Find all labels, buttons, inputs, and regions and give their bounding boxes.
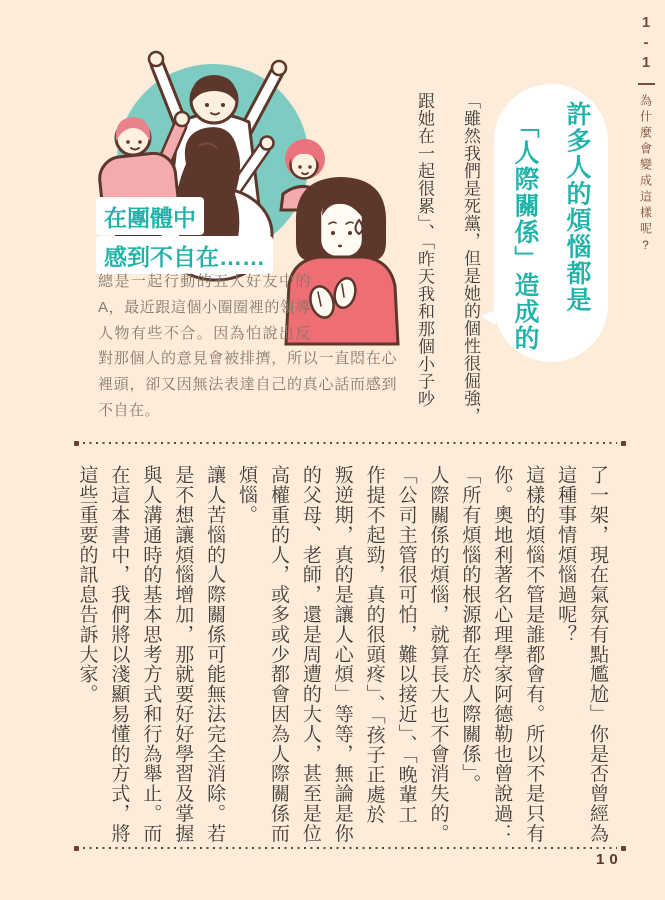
divider-end-dot <box>621 441 626 446</box>
headline-text <box>494 84 608 362</box>
body-column: 高權重的人，或多或少都會因為人際關係而 <box>267 465 289 844</box>
case-heading-line2: 感到不自在…… <box>96 236 273 274</box>
divider-dots <box>83 442 617 444</box>
main-body-text <box>70 465 613 849</box>
dialogue-quote <box>400 92 493 442</box>
body-column: 叛逆期，真的是讓人心煩」等等，無論是你 <box>331 465 353 844</box>
body-column: 「公司主管很可怕，難以接近」、「晚輩工 <box>395 465 417 825</box>
body-column: 作提不起勁，真的很頭疼」、「孩子正處於 <box>363 465 385 825</box>
quote-column-2: 跟她在一起很累」、「昨天我和那個小子吵 <box>415 92 434 408</box>
chapter-divider <box>638 83 655 85</box>
body-column: 是不想讓煩惱增加，那就要好好學習及掌握 <box>172 465 194 844</box>
body-column: 這樣的煩惱不管是誰都會有。所以不是只有 <box>523 465 545 844</box>
divider-end-dot <box>74 441 79 446</box>
case-heading-line1: 在團體中 <box>96 197 204 235</box>
chapter-marker <box>633 14 659 256</box>
body-column: 「所有煩惱的根源都在於人際關係」。 <box>459 465 481 794</box>
page-number: 10 <box>596 851 623 868</box>
case-paragraph-text: 總是一起行動的五人好友中的A，最近跟這個小圈圈裡的領導人物有些不合。因為怕說出反對那個人的意見會被排擠，所以一直悶在心裡頭，卻又因無法表達自己的真心話而感到不自在。 <box>98 273 397 419</box>
body-column: 人際關係的煩惱，就算長大也不會消失的。 <box>427 465 449 844</box>
body-column: 讓人苦惱的人際關係可能無法完全消除。若 <box>204 465 226 844</box>
headline-line1: 許多人的煩惱都是 <box>563 101 591 313</box>
headline-bubble <box>494 84 608 362</box>
body-column: 與人溝通時的基本思考方式和行為舉止。而 <box>140 465 162 844</box>
body-column: 了一架，現在氣氛有點尷尬」你是否曾經為 <box>587 465 608 844</box>
body-column: 在這本書中，我們將以淺顯易懂的方式，將 <box>108 465 130 844</box>
quote-column-1: 「雖然我們是死黨，但是她的個性很倔強， <box>461 92 480 425</box>
chapter-title: 為什麼會變成這樣呢? <box>638 94 653 256</box>
headline-line2: 「人際關係」造成的 <box>511 113 539 352</box>
body-column: 這些重要的訊息告訴大家。 <box>76 465 98 704</box>
body-column: 的父母、老師，還是周遭的大人，甚至是位 <box>299 465 321 844</box>
body-column: 這種事情煩惱過呢？ <box>555 465 577 645</box>
body-column: 你。奧地利著名心理學家阿德勒也曾說過： <box>491 465 513 844</box>
case-heading <box>96 197 273 275</box>
body-column: 煩惱。 <box>236 465 258 525</box>
chapter-number: 1-1 <box>637 14 655 74</box>
case-paragraph <box>98 269 397 424</box>
section-divider-top <box>74 440 626 446</box>
illustration-wrap-spacer <box>311 269 397 339</box>
divider-end-dot <box>621 846 626 851</box>
